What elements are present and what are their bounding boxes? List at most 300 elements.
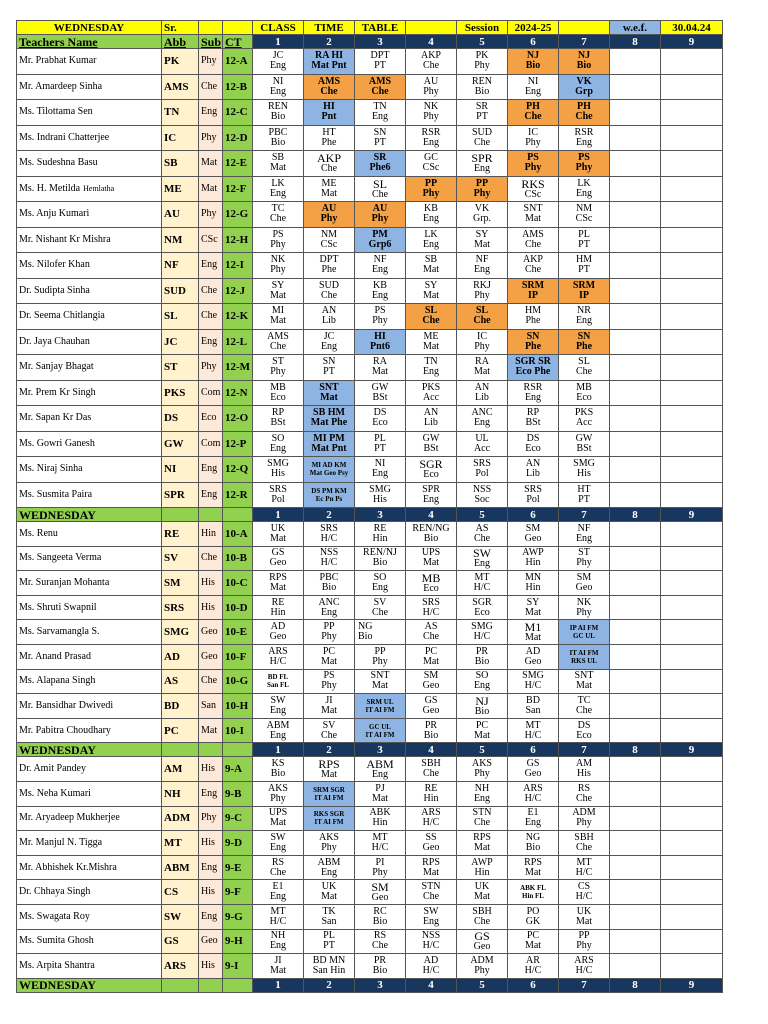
teacher-subject: Eng — [199, 904, 223, 929]
column-header-row — [17, 35, 723, 49]
period-5-slot — [457, 125, 508, 151]
slot-subject: Che — [524, 111, 542, 123]
slot-teacher: SN — [322, 356, 336, 368]
slot-subject: Bio — [358, 631, 373, 643]
period-1-slot — [253, 304, 304, 330]
teacher-name-text: Ms. Sangeeta Verma — [19, 552, 102, 564]
slot-teacher: GS — [424, 694, 438, 706]
period-8-slot — [610, 718, 661, 743]
period-9-slot — [661, 406, 723, 432]
slot-teacher: NH — [270, 930, 286, 942]
period-2-header: 2 — [304, 978, 355, 992]
slot-subject: Eco — [423, 582, 439, 594]
teacher-name — [17, 482, 162, 508]
teacher-name-text: Ms. Sarvamangla S. — [19, 626, 100, 638]
period-2-slot — [304, 304, 355, 330]
period-7-header: 7 — [559, 978, 610, 992]
slot-teacher: AN — [423, 407, 439, 419]
teacher-row — [17, 546, 723, 571]
period-2-slot — [304, 595, 355, 620]
class-teacher-of: 9-F — [223, 880, 253, 905]
slot-subject: Che — [320, 729, 338, 741]
period-1-slot — [253, 904, 304, 929]
slot-subject: Mat — [371, 680, 389, 692]
slot-teacher: BD FL — [267, 673, 289, 682]
period-9-slot — [661, 176, 723, 202]
period-5-slot — [457, 227, 508, 253]
slot-teacher: SV — [322, 719, 336, 731]
teacher-subject: Eng — [199, 329, 223, 355]
period-1-slot — [253, 125, 304, 151]
slot-subject: H/C — [320, 532, 338, 544]
period-8-slot — [610, 457, 661, 483]
slot-subject: Eng — [320, 866, 338, 878]
slot-subject: Bio — [372, 557, 388, 569]
slot-subject: Mat — [320, 187, 338, 199]
period-4-slot — [406, 329, 457, 355]
period-3-slot — [355, 571, 406, 596]
slot-teacher: NI — [527, 75, 539, 87]
slot-teacher: AKP — [316, 151, 341, 166]
slot-teacher: SN — [577, 330, 591, 342]
day-separator-row — [17, 743, 723, 757]
slot-teacher: NJ — [577, 50, 591, 62]
slot-subject: Pol — [526, 493, 540, 505]
period-2-slot — [304, 855, 355, 880]
slot-subject: Hin — [474, 866, 490, 878]
teacher-row — [17, 176, 723, 202]
class-teacher-of: 12-N — [223, 380, 253, 406]
slot-subject: Eng — [269, 704, 287, 716]
slot-teacher: AWP — [522, 547, 544, 559]
slot-teacher: KB — [424, 203, 438, 215]
slot-teacher: AWP — [471, 856, 493, 868]
slot-teacher: VK — [576, 75, 592, 87]
period-9-slot — [661, 482, 723, 508]
teacher-name — [17, 546, 162, 571]
slot-teacher: SRS — [422, 596, 440, 608]
class-teacher-of: 9-D — [223, 831, 253, 856]
slot-teacher: UK — [321, 881, 337, 893]
slot-teacher: ABK — [369, 807, 391, 819]
class-teacher-of: 12-I — [223, 253, 253, 279]
slot-subject: H/C — [371, 841, 389, 853]
period-9-slot — [661, 355, 723, 381]
teacher-name-text: Mr. Amardeep Sinha — [19, 80, 103, 92]
slot-subject: Che — [269, 866, 287, 878]
period-3-slot — [355, 781, 406, 806]
teacher-row — [17, 644, 723, 669]
period-5-slot — [457, 880, 508, 905]
slot-subject: Che — [575, 111, 593, 123]
period-8-slot — [610, 125, 661, 151]
timetable-container — [16, 20, 723, 993]
period-8-slot — [610, 522, 661, 547]
slot-teacher: AD — [270, 621, 286, 633]
slot-subject: Eco — [372, 417, 388, 429]
teacher-name — [17, 855, 162, 880]
slot-teacher: E1 — [272, 881, 284, 893]
period-3-slot — [355, 406, 406, 432]
slot-subject: Mat — [422, 340, 440, 352]
teacher-abbreviation: GS — [162, 929, 199, 954]
period-1-header: 1 — [253, 978, 304, 992]
slot-subject: Bio — [525, 841, 541, 853]
period-8-slot — [610, 880, 661, 905]
period-7-slot — [559, 546, 610, 571]
slot-subject: Eng — [575, 532, 593, 544]
period-9-slot — [661, 595, 723, 620]
period-3-slot — [355, 431, 406, 457]
slot-teacher: PC — [475, 719, 489, 731]
slot-teacher: RPS — [422, 856, 440, 868]
slot-subject: Phy — [576, 817, 592, 829]
period-5-header: 5 — [457, 35, 508, 49]
slot-teacher: HT — [577, 483, 591, 495]
period-8-slot — [610, 620, 661, 645]
period-8-slot — [610, 100, 661, 126]
period-1-slot — [253, 74, 304, 100]
slot-subject: Phe — [575, 340, 593, 352]
period-2-slot — [304, 49, 355, 75]
slot-subject: Phy — [576, 940, 592, 952]
period-3-slot — [355, 718, 406, 743]
teacher-name — [17, 380, 162, 406]
period-6-slot — [508, 694, 559, 719]
teacher-name-text: Mr. Prabhat Kumar — [19, 55, 97, 67]
period-8-slot — [610, 831, 661, 856]
teacher-row — [17, 100, 723, 126]
period-6-header: 6 — [508, 508, 559, 522]
teacher-subject: Com — [199, 431, 223, 457]
slot-teacher: PP — [374, 645, 386, 657]
slot-teacher: RPS — [269, 571, 287, 583]
teacher-abbreviation: MT — [162, 831, 199, 856]
slot-teacher: SS — [425, 831, 437, 843]
teacher-abbreviation: NI — [162, 457, 199, 483]
slot-subject: Bio — [474, 705, 490, 717]
slot-teacher: UPS — [268, 807, 288, 819]
teacher-name-text: Dr. Amit Pandey — [19, 763, 86, 775]
period-4-slot — [406, 227, 457, 253]
period-4-slot — [406, 176, 457, 202]
teacher-name-text: Ms. Indrani Chatterjee — [19, 131, 110, 143]
slot-teacher: GC — [424, 152, 438, 164]
slot-subject: Bio — [474, 85, 490, 97]
slot-subject: Eng — [371, 468, 389, 480]
ct-header: CT — [223, 35, 253, 49]
teacher-name — [17, 329, 162, 355]
slot-teacher: RS — [577, 782, 591, 794]
slot-teacher: IC — [528, 126, 538, 138]
slot-subject: Mat — [269, 162, 287, 174]
slot-subject: His — [577, 468, 591, 480]
period-3-slot — [355, 49, 406, 75]
period-5-slot — [457, 595, 508, 620]
slot-teacher: CS — [577, 881, 591, 893]
slot-teacher: AKS — [267, 782, 288, 794]
slot-subject: H/C — [575, 866, 593, 878]
slot-subject: Eng — [269, 729, 287, 741]
period-5-slot — [457, 202, 508, 228]
slot-subject: Che — [269, 213, 287, 225]
period-1-header: 1 — [253, 35, 304, 49]
period-1-slot — [253, 151, 304, 177]
period-1-slot — [253, 355, 304, 381]
slot-teacher: RSR — [574, 126, 594, 138]
period-7-slot — [559, 151, 610, 177]
teacher-abbreviation: AU — [162, 202, 199, 228]
period-2-slot — [304, 522, 355, 547]
wef-label: w.e.f. — [610, 21, 661, 35]
slot-teacher: SRM SGR — [313, 785, 345, 794]
slot-subject: Lib — [526, 468, 540, 480]
period-7-slot — [559, 380, 610, 406]
teacher-name-text: Ms. Anju Kumari — [19, 208, 90, 220]
period-5-header: 5 — [457, 508, 508, 522]
slot-subject: Che — [575, 841, 593, 853]
period-3-slot — [355, 253, 406, 279]
period-8-slot — [610, 380, 661, 406]
slot-teacher: RP — [526, 407, 540, 419]
slot-teacher: NI — [374, 458, 386, 470]
sr-header: Sr. — [162, 21, 199, 35]
period-1-slot — [253, 855, 304, 880]
slot-subject: Che — [575, 792, 593, 804]
slot-teacher: ABM — [366, 757, 394, 772]
slot-subject: Hin FL — [522, 892, 544, 901]
slot-teacher: RA — [373, 356, 387, 368]
teacher-abbreviation: SV — [162, 546, 199, 571]
teacher-name — [17, 49, 162, 75]
slot-teacher: RKS SGR — [313, 810, 345, 819]
teacher-name-text: Mr. Bansidhar Dwivedi — [19, 699, 114, 711]
period-8-slot — [610, 694, 661, 719]
period-4-slot — [406, 718, 457, 743]
slot-subject: Bio — [270, 111, 286, 123]
slot-subject: Eco — [576, 729, 592, 741]
period-6-slot — [508, 278, 559, 304]
period-3-header: 3 — [355, 35, 406, 49]
title-row — [17, 21, 723, 35]
period-7-slot — [559, 694, 610, 719]
period-9-slot — [661, 278, 723, 304]
slot-teacher: MT — [270, 905, 286, 917]
teacher-name-text: Mr. Nishant Kr Mishra — [19, 233, 111, 245]
period-8-header: 8 — [610, 978, 661, 992]
slot-subject: Eng — [269, 85, 287, 97]
period-8-slot — [610, 757, 661, 782]
period-2-slot — [304, 781, 355, 806]
period-3-slot — [355, 620, 406, 645]
slot-teacher: GW — [422, 432, 440, 444]
slot-teacher: NG — [525, 831, 541, 843]
period-6-slot — [508, 329, 559, 355]
period-2-slot — [304, 546, 355, 571]
slot-teacher: MT — [372, 831, 388, 843]
period-2-header: 2 — [304, 35, 355, 49]
period-1-slot — [253, 431, 304, 457]
period-2-slot — [304, 482, 355, 508]
period-7-slot — [559, 125, 610, 151]
period-7-slot — [559, 253, 610, 279]
slot-teacher: TN — [373, 101, 387, 113]
slot-teacher: AR — [526, 954, 540, 966]
slot-teacher: SO — [373, 571, 387, 583]
slot-teacher: UK — [270, 522, 286, 534]
period-8-slot — [610, 781, 661, 806]
teacher-row — [17, 151, 723, 177]
period-8-slot — [610, 644, 661, 669]
slot-teacher: ADM — [572, 807, 596, 819]
slot-teacher: REN/NG — [412, 522, 450, 534]
blank-header — [559, 21, 610, 35]
slot-subject: Bio — [423, 532, 439, 544]
period-2-slot — [304, 329, 355, 355]
period-2-slot — [304, 253, 355, 279]
slot-subject: BSt — [576, 442, 592, 454]
slot-teacher: SV — [373, 596, 387, 608]
slot-teacher: NK — [270, 254, 286, 266]
slot-teacher: PS — [374, 305, 386, 317]
class-teacher-of: 9-H — [223, 929, 253, 954]
slot-teacher: SN — [373, 126, 387, 138]
blank-cell — [223, 508, 253, 522]
class-teacher-of: 9-G — [223, 904, 253, 929]
slot-subject: Geo — [269, 557, 287, 569]
period-7-slot — [559, 176, 610, 202]
period-9-slot — [661, 151, 723, 177]
teacher-subject: Geo — [199, 620, 223, 645]
class-teacher-of: 12-A — [223, 49, 253, 75]
period-2-slot — [304, 278, 355, 304]
period-4-slot — [406, 669, 457, 694]
slot-teacher: STN — [421, 881, 441, 893]
slot-teacher: MI AD KM — [311, 461, 347, 470]
slot-teacher: ARS — [268, 645, 288, 657]
slot-teacher: PBC — [319, 571, 339, 583]
slot-teacher: SBH — [472, 905, 492, 917]
period-7-header: 7 — [559, 743, 610, 757]
slot-teacher: SY — [424, 279, 438, 291]
teacher-abbreviation: NM — [162, 227, 199, 253]
day-separator-row — [17, 978, 723, 992]
teacher-subject: Phy — [199, 355, 223, 381]
period-7-slot — [559, 355, 610, 381]
teacher-row — [17, 278, 723, 304]
class-teacher-of: 12-C — [223, 100, 253, 126]
period-3-slot — [355, 176, 406, 202]
period-8-slot — [610, 202, 661, 228]
slot-teacher: AKS — [318, 831, 339, 843]
slot-teacher: SW — [473, 546, 491, 561]
slot-subject: Mat — [422, 655, 440, 667]
slot-subject: Bio — [474, 655, 490, 667]
period-6-slot — [508, 176, 559, 202]
teacher-row — [17, 620, 723, 645]
slot-teacher: RSR — [421, 126, 441, 138]
blank-cell — [223, 743, 253, 757]
teacher-name-text: Ms. Niraj Sinha — [19, 463, 83, 475]
period-1-slot — [253, 620, 304, 645]
period-5-slot — [457, 546, 508, 571]
class-teacher-of: 12-E — [223, 151, 253, 177]
slot-subject: Eng — [422, 136, 440, 148]
slot-teacher: AKS — [471, 758, 492, 770]
teacher-name — [17, 757, 162, 782]
slot-teacher: SMG — [267, 458, 289, 470]
slot-subject: Che — [422, 891, 440, 903]
period-9-slot — [661, 431, 723, 457]
slot-teacher: AN — [525, 458, 541, 470]
teacher-abbreviation: GW — [162, 431, 199, 457]
teacher-row — [17, 855, 723, 880]
slot-subject: H/C — [422, 940, 440, 952]
session-value: 2024-25 — [508, 21, 559, 35]
sub-header: Sub — [199, 35, 223, 49]
slot-teacher: JC — [272, 50, 284, 62]
slot-subject: H/C — [524, 729, 542, 741]
slot-subject: Acc — [473, 442, 491, 454]
wef-value: 30.04.24 — [661, 21, 723, 35]
period-4-slot — [406, 380, 457, 406]
blank-cell — [199, 508, 223, 522]
class-teacher-of: 10-G — [223, 669, 253, 694]
class-teacher-of: 12-O — [223, 406, 253, 432]
slot-teacher: ANC — [471, 407, 493, 419]
slot-teacher: PP — [323, 621, 335, 633]
slot-teacher: PKS — [421, 381, 441, 393]
slot-subject: Hin — [525, 581, 541, 593]
slot-subject: Mat — [422, 866, 440, 878]
slot-teacher: NF — [373, 254, 387, 266]
period-9-header: 9 — [661, 35, 723, 49]
slot-teacher: SB — [271, 152, 285, 164]
teacher-name — [17, 669, 162, 694]
slot-teacher: RKJ — [473, 279, 491, 291]
slot-teacher: UL — [475, 432, 489, 444]
teacher-name — [17, 718, 162, 743]
slot-teacher: NSS — [319, 547, 339, 559]
slot-subject: Phy — [575, 162, 593, 174]
slot-teacher: ANC — [318, 596, 340, 608]
period-2-slot — [304, 227, 355, 253]
blank-cell — [223, 978, 253, 992]
teacher-name — [17, 227, 162, 253]
teacher-subject: Com — [199, 380, 223, 406]
period-8-slot — [610, 355, 661, 381]
slot-subject: Mat — [269, 532, 287, 544]
slot-subject: Eng — [473, 558, 491, 570]
class-teacher-of: 12-R — [223, 482, 253, 508]
slot-teacher: MT — [525, 719, 541, 731]
class-teacher-of: 10-H — [223, 694, 253, 719]
period-8-slot — [610, 74, 661, 100]
slot-teacher: SRS — [524, 483, 542, 495]
period-4-slot — [406, 694, 457, 719]
slot-teacher: HI — [323, 101, 335, 113]
period-9-slot — [661, 457, 723, 483]
period-5-slot — [457, 278, 508, 304]
slot-subject: Che — [473, 817, 491, 829]
slot-teacher: SY — [526, 596, 540, 608]
class-teacher-of: 10-E — [223, 620, 253, 645]
slot-subject: H/C — [422, 817, 440, 829]
slot-subject: Hin — [372, 532, 388, 544]
period-7-slot — [559, 595, 610, 620]
teacher-row — [17, 125, 723, 151]
period-9-slot — [661, 904, 723, 929]
